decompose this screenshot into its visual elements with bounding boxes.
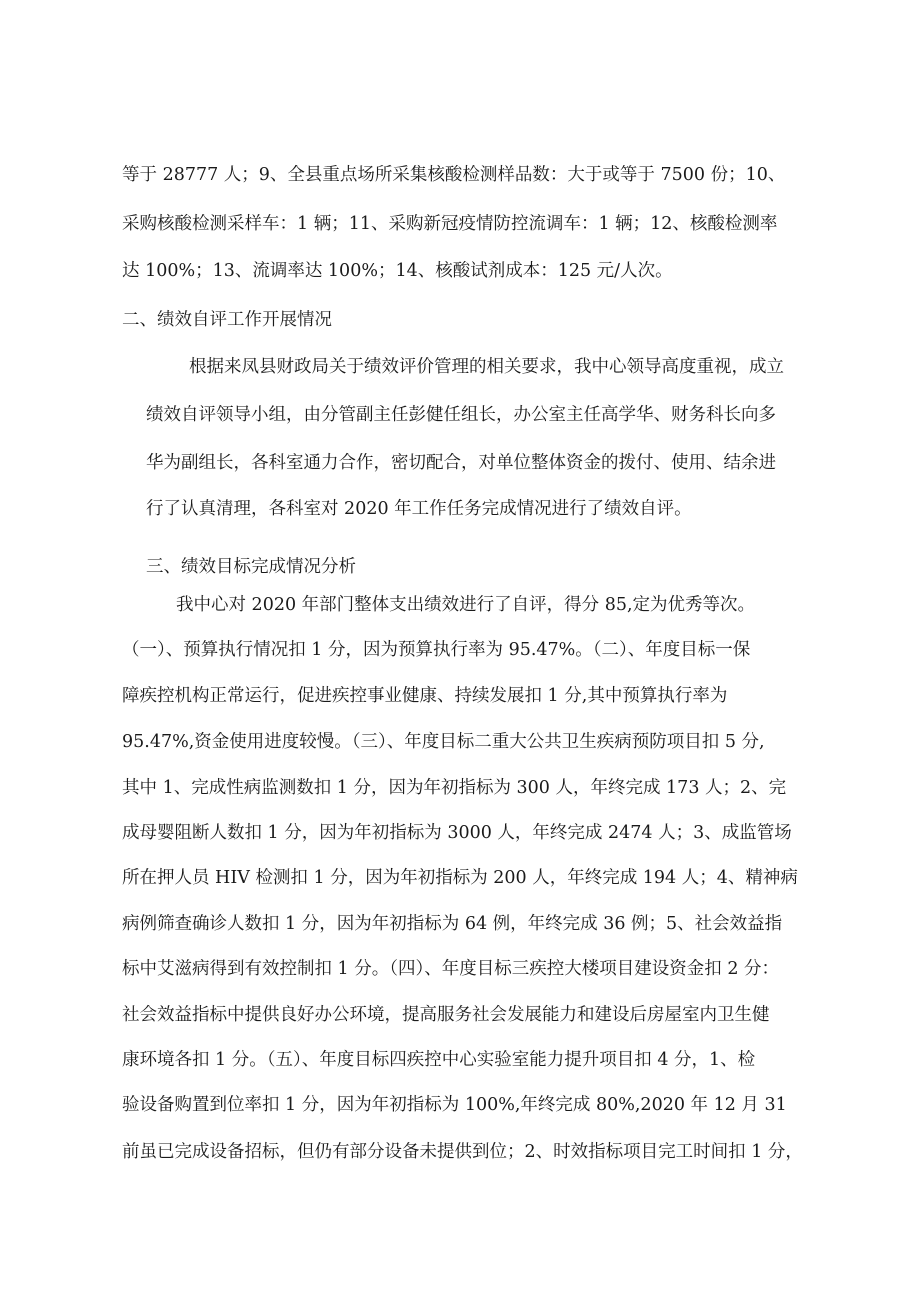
section3-line-4: 95.47%,资金使用进度较慢。（三）、年度目标二重大公共卫生疾病预防项目扣 5 分, (122, 732, 765, 752)
section2-line-1: 根据来凤县财政局关于绩效评价管理的相关要求，我中心领导高度重视，成立 (189, 357, 784, 377)
section3-line-13: 前虽已完成设备招标，但仍有部分设备未提供到位；2、时效指标项目完工时间扣 1 分， (122, 1142, 803, 1162)
section3-line-8: 病例筛查确诊人数扣 1 分，因为年初指标为 64 例，年终完成 36 例；5、社会效益指 (122, 914, 783, 934)
intro-line-1: 等于 28777 人；9、全县重点场所采集核酸检测样品数：大于或等于 7500 份；10、 (122, 165, 786, 185)
section3-heading: 三、绩效目标完成情况分析 (146, 557, 356, 577)
section3-line-9: 标中艾滋病得到有效控制扣 1 分。（四）、年度目标三疾控大楼项目建设资金扣 2 分： (122, 959, 780, 979)
section3-line-10: 社会效益指标中提供良好办公环境，提高服务社会发展能力和建设后房屋室内卫生健 (122, 1005, 770, 1025)
section3-line-5: 其中 1、完成性病监测数扣 1 分，因为年初指标为 300 人，年终完成 173 人；2、完 (122, 778, 787, 798)
section3-line-1: 我中心对 2020 年部门整体支出绩效进行了自评，得分 85,定为优秀等次。 (176, 595, 756, 615)
section3-line-7: 所在押人员 HIV 检测扣 1 分，因为年初指标为 200 人，年终完成 194 人；4、精神病 (122, 868, 798, 888)
section3-line-2: （一）、预算执行情况扣 1 分，因为预算执行率为 95.47%。（二）、年度目标一保 (122, 640, 751, 660)
intro-line-2: 采购核酸检测采样车：1 辆；11、采购新冠疫情防控流调车：1 辆；12、核酸检测率 (122, 214, 778, 234)
section3-line-3: 障疾控机构正常运行，促进疾控事业健康、持续发展扣 1 分,其中预算执行率为 (122, 686, 728, 706)
section2-heading: 二、绩效自评工作开展情况 (122, 310, 332, 330)
section2-line-2: 绩效自评领导小组，由分管副主任彭健任组长，办公室主任高学华、财务科长向多 (146, 405, 776, 425)
intro-line-3: 达 100%；13、流调率达 100%；14、核酸试剂成本：125 元/人次。 (122, 261, 673, 281)
section3-line-6: 成母婴阻断人数扣 1 分，因为年初指标为 3000 人，年终完成 2474 人；3、成监管场 (122, 823, 792, 843)
section2-line-4: 行了认真清理，各科室对 2020 年工作任务完成情况进行了绩效自评。 (146, 499, 692, 519)
section3-line-12: 验设备购置到位率扣 1 分，因为年初指标为 100%,年终完成 80%,2020 年 12 月 31 (122, 1095, 787, 1115)
section3-line-11: 康环境各扣 1 分。（五）、年度目标四疾控中心实验室能力提升项目扣 4 分，1、检 (122, 1050, 756, 1070)
section2-line-3: 华为副组长，各科室通力合作，密切配合，对单位整体资金的拨付、使用、结余进 (146, 453, 776, 473)
